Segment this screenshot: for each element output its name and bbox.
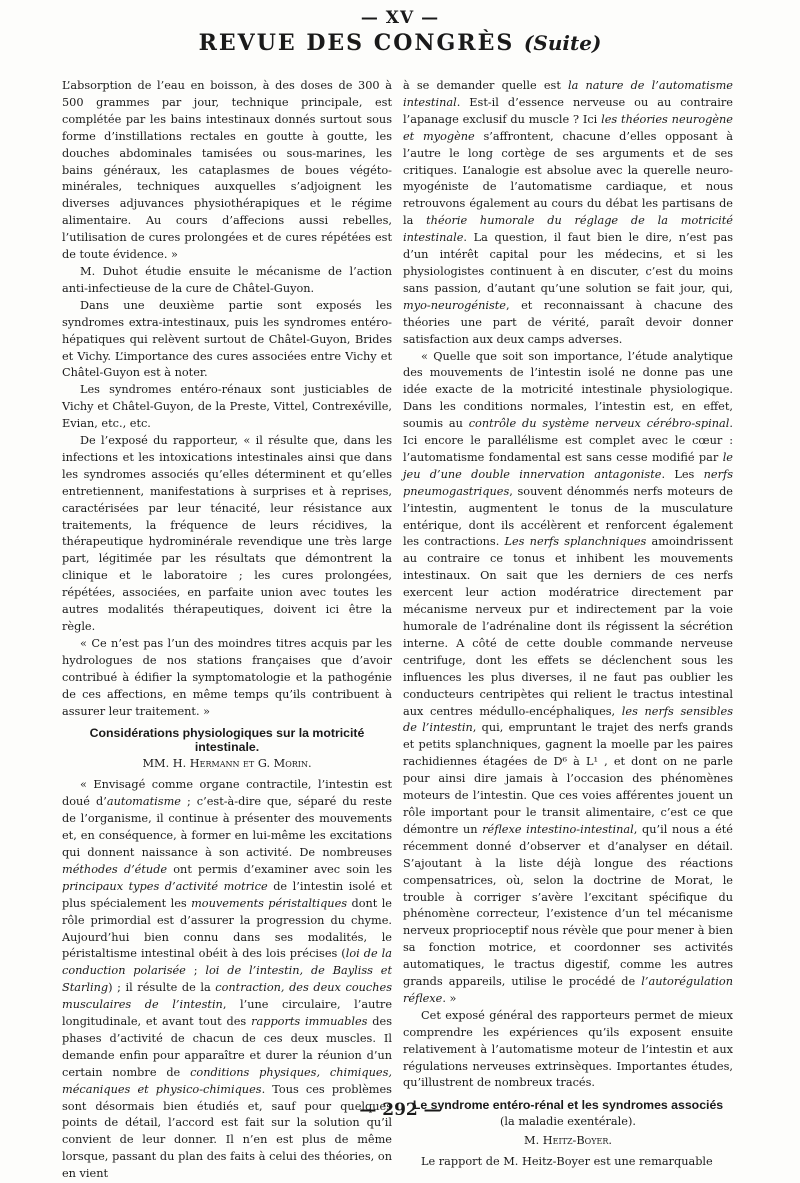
paragraph: Les syndromes entéro-rénaux sont justiciables de Vichy et Châtel-Guyon, de la Preste, Vittel, Contrexéville, Evian, etc., etc. xyxy=(62,383,392,431)
header-title: REVUE DES CONGRÈS xyxy=(198,30,515,56)
right-column xyxy=(403,78,733,1171)
page-header xyxy=(0,30,800,56)
paragraph: Cet exposé général des rapporteurs permet de mieux comprendre les expériences qu’ils exposent ensuite relativement à l’automatisme moteur de l’intestin et aux régulations nerveuses extrinsèques. Importantes études, qu’illustrent de nombreux tracés. xyxy=(403,1008,733,1090)
paragraph: « Envisagé comme organe contractile, l’intestin est doué d’automatisme ; c’est-à-dire que, séparé du reste de l’organisme, il continue à présenter des mouvements et, en conséquence, à former en lui-même les excitations qui donnent naissance à son activité. De nombreuses méthodes d’étude ont permis d’examiner avec soin les principaux types d’activité motrice de l’intestin isolé et plus spécialement les mouvements péristaltiques dont le rôle primordial est d’assurer la progression du chyme. Aujourd’hui bien connu dans ses modalités, le péristaltisme intestinal obéit à des lois précises (loi de la conduction polarisée ; loi de l’intestin, de Bayliss et Starling) ; il résulte de la contraction, des deux couches musculaires de l’intestin, l’une circulaire, l’autre longitudinale, et avant tout des rapports immuables des phases d’activité de chacun de ces deux muscles. Il demande enfin pour apparaître et durer la réunion d’un certain nombre de conditions physiques, chimiques, mécaniques et physico-chimiques. Tous ces problèmes sont désormais bien étudiés et, sauf pour quelques points de détail, l’accord est fait sur la solution qu’il convient de leur donner. Il n’en est plus de même lorsque, passant du plan des faits à celui des théories, on en vient xyxy=(62,778,393,1181)
section-subtitle: (la maladie exentérale). xyxy=(500,1115,636,1129)
paragraph: L’absorption de l’eau en boisson, à des doses de 300 à 500 grammes par jour, technique principale, est complétée par les bains intestinaux donnés surtout sous forme d’instillations rectales en goutte à goutte, les douches abdominales tamisées ou sous-marines, les bains généraux, les cataplasmes de boues végéto-minérales, techniques auxquelles s’adjoignent les diverses adjuvances physiothérapiques et le régime alimentaire. Au cours d’affecions aussi rebelles, l’utilisation de cures prolongées et de cures répétées est de toute évidence. » xyxy=(62,79,392,262)
paragraph: M. Duhot étudie ensuite le mécanisme de l’action anti-infectieuse de la cure de Châtel-Guyon. xyxy=(62,264,392,295)
left-column xyxy=(62,78,392,1183)
paragraph: « Ce n’est pas l’un des moindres titres acquis par les hydrologues de nos stations françaises que d’avoir contribué à édifier la symptomatologie et la pathogénie de ces affections, en même temps qu’ils contribuent à assurer leur traitement. » xyxy=(62,636,392,718)
roman-page-number: — XV — xyxy=(360,8,440,28)
header-suite: (Suite) xyxy=(523,31,602,55)
section-authors: MM. H. Hermann et G. Morin. xyxy=(142,757,312,771)
paragraph: Dans une deuxième partie sont exposés les syndromes extra-intestinaux, puis les syndromes entéro-hépatiques qui relèvent surtout de Châtel-Guyon, Brides et Vichy. L’importance des cures associées entre Vichy et Châtel-Guyon est à noter. xyxy=(62,298,392,380)
page-number: — 292 — xyxy=(359,1100,441,1120)
paragraph: De l’exposé du rapporteur, « il résulte que, dans les infections et les intoxications intestinales ainsi que dans les syndromes associés qu’elles déterminent et qu’elles entretiennent, manifestations à surprises et à reprises, caractérisées par leur ténacité, leur résistance aux traitements, la fréquence de leurs récidives, la thérapeutique hydrominérale revendique une très large part, légitimée par les résultats que démontrent la clinique et le laboratoire ; les cures prolongées, répétées, associées, en parfaite union avec toutes les autres modalités thérapeutiques, doivent ici être la règle. xyxy=(62,434,392,633)
section-title: Le syndrome entéro-rénal et les syndromes associés xyxy=(412,1098,724,1113)
paragraph: Le rapport de M. Heitz-Boyer est une remarquable xyxy=(421,1155,713,1169)
section-title: Considérations physiologiques sur la motricité intestinale. xyxy=(89,726,365,755)
paragraph: « Quelle que soit son importance, l’étude analytique des mouvements de l’intestin isolé ne donne pas une idée exacte de la motricité intestinale physiologique. Dans les conditions normales, l’intestin est, en effet, soumis au contrôle du système nerveux cérébro-spinal. Ici encore le parallélisme est complet avec le cœur : l’automatisme fondamental est sans cesse modifié par le jeu d’une double innervation antagoniste. Les nerfs pneumogastriques, souvent dénommés nerfs moteurs de l’intestin, augmentent le tonus de la musculature entérique, dont ils accélèrent et renforcent également les contractions. Les nerfs splanchniques amoindrissent au contraire ce tonus et inhibent les mouvements intestinaux. On sait que les derniers de ces nerfs exercent leur action modératrice directement par mécanisme nerveux pur et indirectement par la voie humorale de l’adrénaline dont ils régissent la sécrétion interne. A côté de cette double commande nerveuse centrifuge, dont les effets se déclenchent sous les influences les plus diverses, il ne faut pas oublier les conducteurs centripètes qui relient le tractus intestinal aux centres médullo-encéphaliques, les nerfs sensibles de l’intestin, qui, empruntant le trajet des nerfs grands et petits splanchniques, gagnent la moelle par les paires rachidiennes étagées de D⁶ à L¹ , et dont on ne parle pour ainsi dire jamais à l’occasion des phénomènes moteurs de l’intestin. Que ces voies afférentes jouent un rôle important pour le transit alimentaire, c’est ce que démontre un réflexe intestino-intestinal, qu’il nous a été récemment donné d’observer et d’analyser en détail. S’ajoutant à la liste déjà longue des réactions compensatrices, où, selon la doctrine de Morat, le trouble à corriger s’avère l’excitant spécifique du phénomène correcteur, l’existence d’un tel mécanisme nerveux proprioceptif nous révèle que pour mener à bien sa fonction motrice, et coordonner ses activités automatiques, le tractus digestif, comme les autres grands appareils, utilise le procédé de l’autorégulation réflexe. » xyxy=(403,349,733,1005)
section-author: M. Heitz-Boyer. xyxy=(524,1134,612,1148)
paragraph: à se demander quelle est la nature de l’automatisme intestinal. Est-il d’essence nerveuse ou au contraire l’apanage exclusif du muscle ? Ici les théories neurogène et myogène s’affrontent, chacune d’elles opposant à l’autre le long cortège de ses arguments et de ses critiques. L’analogie est absolue avec la querelle neuro-myogéniste de l’automatisme cardiaque, et nous retrouvons également au cours du débat les partisans de la théorie humorale du réglage de la motricité intestinale. La question, il faut bien le dire, n’est pas d’un intérêt capital pour les médecins, et si les physiologistes continuent à en discuter, c’est du moins sans passion, d’autant qu’une solution se fait jour, qui, myo-neurogéniste, et reconnaissant à chacune des théories une part de vérité, paraît devoir donner satisfaction aux deux camps adverses. xyxy=(403,79,733,346)
